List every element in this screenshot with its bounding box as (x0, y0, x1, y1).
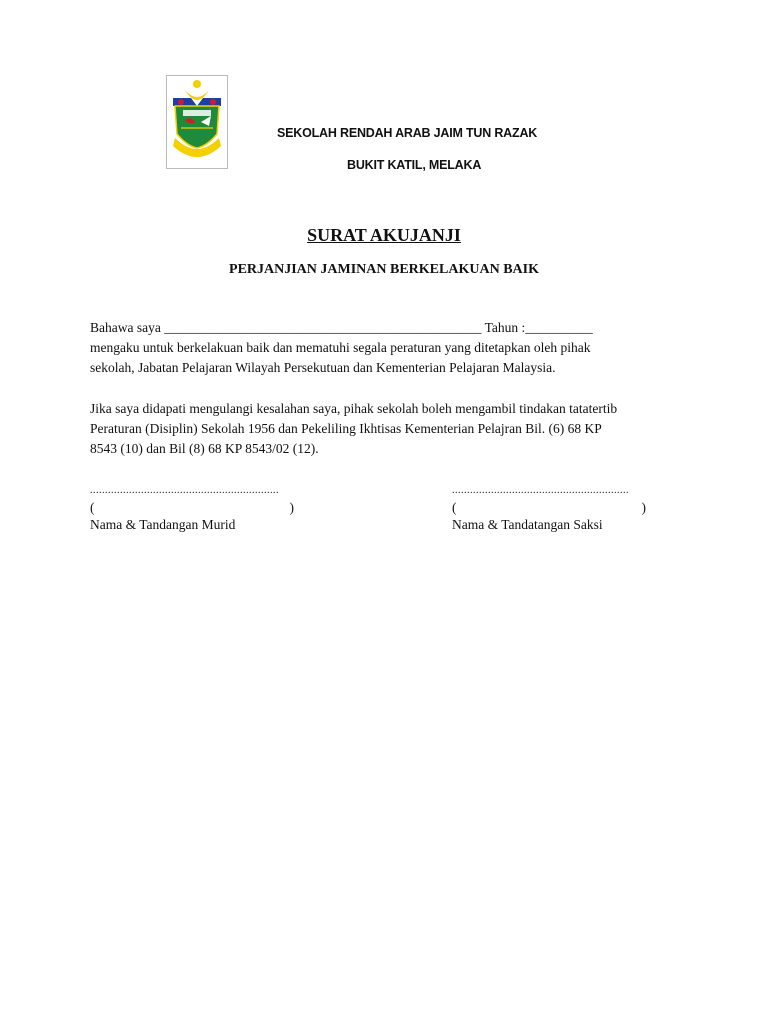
witness-name-brackets (452, 499, 646, 516)
student-signature-label: Nama & Tandangan Murid (90, 517, 236, 532)
pledge-line-2: mengaku untuk berkelakuan baik dan mematuhi segala peraturan yang ditetapkan oleh pihak (90, 340, 591, 355)
open-bracket: ( (90, 500, 95, 515)
consequence-paragraph (90, 399, 690, 459)
pledge-paragraph (90, 318, 690, 378)
close-bracket: ) (641, 500, 646, 515)
crest-star (193, 80, 201, 88)
pledge-line-name-year: Bahawa saya _______________________________________________ Tahun :__________ (90, 320, 593, 335)
crest-red-dot-right (210, 99, 216, 105)
student-signature-line: ............................................................... (90, 485, 279, 496)
crest-script-band (183, 110, 211, 116)
document-subtitle: PERJANJIAN JAMINAN BERKELAKUAN BAIK (229, 262, 539, 277)
consequence-line-3: 8543 (10) dan Bil (8) 68 KP 8543/02 (12). (90, 441, 319, 456)
consequence-line-2: Peraturan (Disiplin) Sekolah 1956 dan Pekeliling Ikhtisas Kementerian Pelajran Bil. (6) 68 KP (90, 421, 602, 436)
school-location: BUKIT KATIL, MELAKA (347, 158, 482, 172)
witness-signature-label: Nama & Tandatangan Saksi (452, 517, 603, 532)
school-crest-graphic (167, 76, 227, 168)
document-title: SURAT AKUJANJI (307, 225, 461, 245)
close-bracket: ) (289, 500, 294, 515)
crest-red-dot-left (178, 99, 184, 105)
witness-signature-line: ........................................................... (452, 485, 629, 496)
school-name: SEKOLAH RENDAH ARAB JAIM TUN RAZAK (277, 126, 538, 140)
student-signature-block (90, 482, 294, 533)
open-bracket: ( (452, 500, 457, 515)
consequence-line-1: Jika saya didapati mengulangi kesalahan saya, pihak sekolah boleh mengambil tindakan tatatertib (90, 401, 618, 416)
witness-signature-block (452, 482, 646, 533)
student-name-brackets (90, 499, 294, 516)
pledge-line-3: sekolah, Jabatan Pelajaran Wilayah Persekutuan dan Kementerian Pelajaran Malaysia. (90, 360, 556, 375)
school-crest-icon (166, 75, 228, 169)
